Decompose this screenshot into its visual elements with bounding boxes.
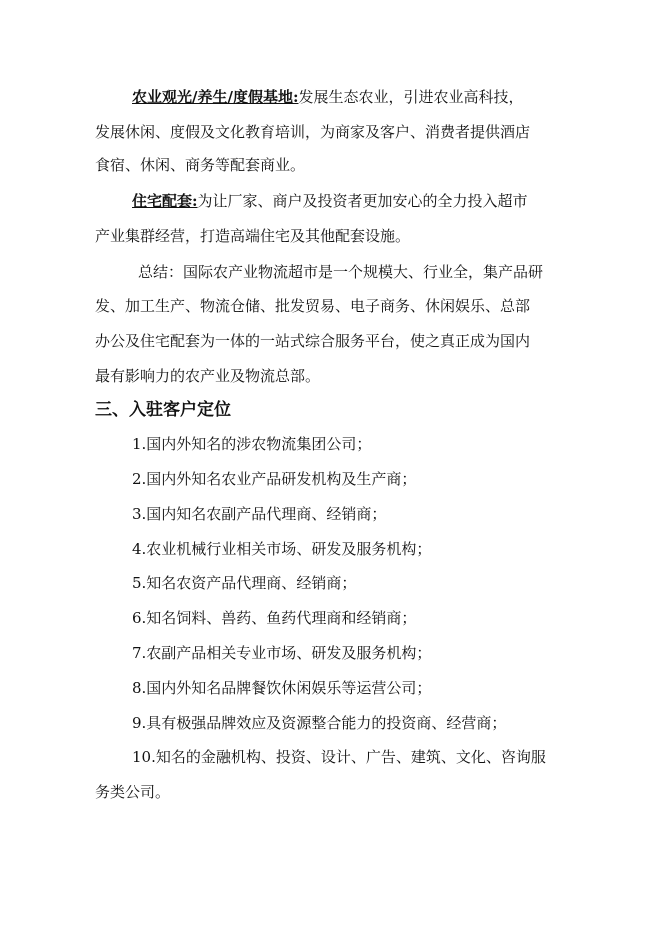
- paragraph-housing-line-2: 产业集群经营，打造高端住宅及其他配套设施。: [95, 227, 411, 245]
- list-item: 7.农副产品相关专业市场、研发及服务机构；: [132, 644, 432, 662]
- summary-line-2: 发、加工生产、物流仓储、批发贸易、电子商务、休闲娱乐、总部: [95, 297, 531, 315]
- paragraph-agri-tourism-line-3: 食宿、休闲、商务等配套商业。: [95, 156, 306, 174]
- list-item: 1.国内外知名的涉农物流集团公司；: [132, 435, 372, 453]
- list-item: 9.具有极强品牌效应及资源整合能力的投资商、经营商；: [132, 714, 507, 732]
- paragraph-agri-tourism-line-2: 发展休闲、度假及文化教育培训，为商家及客户、消费者提供酒店: [95, 123, 531, 141]
- summary-line-4: 最有影响力的农产业及物流总部。: [95, 367, 321, 385]
- section-heading: 三、入驻客户定位: [95, 400, 231, 420]
- list-item: 4.农业机械行业相关市场、研发及服务机构；: [132, 540, 432, 558]
- list-item: 3.国内知名农副产品代理商、经销商；: [132, 505, 387, 523]
- housing-label: 住宅配套:: [132, 192, 198, 210]
- list-item: 10.知名的金融机构、投资、设计、广告、建筑、文化、咨询服: [132, 748, 546, 766]
- list-item: 2.国内外知名农业产品研发机构及生产商；: [132, 470, 417, 488]
- summary-line-3: 办公及住宅配套为一体的一站式综合服务平台，使之真正成为国内: [95, 332, 531, 350]
- list-item-continuation: 务类公司。: [95, 783, 171, 801]
- paragraph-housing-line-1: [132, 191, 528, 211]
- housing-text-1: 为让厂家、商户及投资者更加安心的全力投入超市: [197, 192, 528, 210]
- list-item: 8.国内外知名品牌餐饮休闲娱乐等运营公司；: [132, 679, 432, 697]
- agri-tourism-text-1: 发展生态农业，引进农业高科技，: [298, 88, 524, 106]
- paragraph-agri-tourism-line-1: [132, 87, 524, 107]
- list-item: 5.知名农资产品代理商、经销商；: [132, 574, 357, 592]
- summary-line-1: 总结：国际农产业物流超市是一个规模大、行业全，集产品研: [138, 263, 544, 281]
- list-item: 6.知名饲料、兽药、鱼药代理商和经销商；: [132, 609, 417, 627]
- agri-tourism-label: 农业观光/养生/度假基地:: [132, 88, 299, 106]
